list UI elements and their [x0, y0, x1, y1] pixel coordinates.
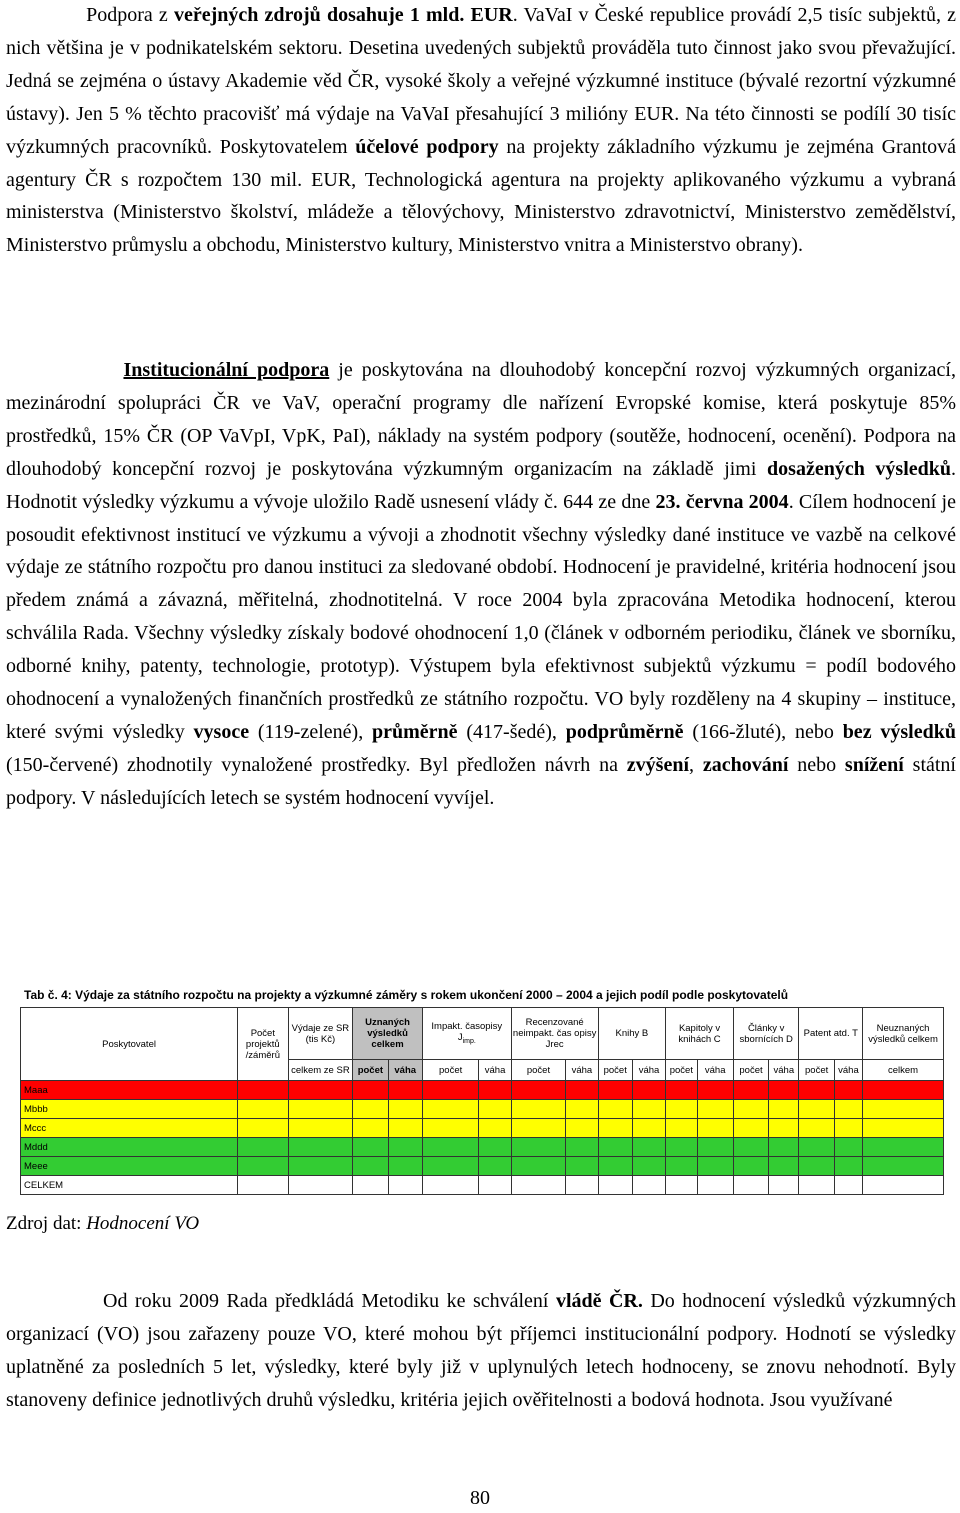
table-cell — [632, 1176, 665, 1195]
table-cell — [666, 1100, 697, 1119]
header-recognized-results: Uznaných výsledků celkem — [353, 1008, 423, 1060]
table-cell — [769, 1119, 799, 1138]
table-cell — [834, 1119, 862, 1138]
header-books: Knihy B — [598, 1008, 666, 1060]
table-cell — [479, 1100, 511, 1119]
table-cell — [769, 1100, 799, 1119]
subheader-weight: váha — [632, 1060, 665, 1081]
page-number: 80 — [470, 1487, 490, 1509]
table-cell — [834, 1138, 862, 1157]
subheader-weight: váha — [769, 1060, 799, 1081]
subheader-count: počet — [511, 1060, 566, 1081]
text-span: Podpora z — [86, 4, 174, 26]
table-cell — [353, 1176, 388, 1195]
table-cell — [632, 1119, 665, 1138]
table-cell — [238, 1100, 288, 1119]
header-proceedings: Články v sbornících D — [733, 1008, 799, 1060]
paragraph-methodology — [6, 1285, 956, 1417]
table-cell — [422, 1138, 479, 1157]
table-cell — [863, 1119, 944, 1138]
text-span: (119-zelené), — [249, 720, 373, 743]
text-span: , — [689, 753, 703, 776]
provider-name-cell: Maaa — [21, 1081, 238, 1100]
paragraph-public-funding — [6, 0, 956, 262]
table-cell — [598, 1157, 632, 1176]
table-cell — [769, 1138, 799, 1157]
table-cell — [388, 1138, 422, 1157]
table-cell — [479, 1176, 511, 1195]
table-row — [21, 1081, 944, 1100]
table-cell — [799, 1176, 834, 1195]
bold-text: dosažených výsledků — [767, 457, 952, 480]
text-span: . Cílem hodnocení je posoudit efektivnost institucí ve výzkumu a vývoji a zhodnotit všechny výsledky dané instituce ve vazbě na celkové výdaje ze státního rozpočtu pro danou instituci za sledované období. Hodnocení je pravidelné, kritéria hodnocení jsou předem známá a závazná, měřitelná, zhodnotitelná. V roce 2004 byla zpracována Metodika hodnocení, kterou schválila Rada. Všechny výsledky získaly bodové ohodnocení 1,0 (článek v odborném periodiku, článek ve sborníku, odborné knihy, patenty, technologie, prototyp). Výstupem byla efektivnost subjektů výzkumu = podíl bodového ohodnocení a vynaložených finančních prostředků ze státního rozpočtu. VO byly rozděleny na 4 skupiny – instituce, které svými výsledky — [6, 490, 956, 743]
bold-text: snížení — [844, 753, 904, 776]
table-cell — [511, 1157, 566, 1176]
table-cell — [511, 1176, 566, 1195]
table-cell — [834, 1157, 862, 1176]
bold-text: veřejných zdrojů dosahuje 1 mld. EUR — [173, 4, 513, 26]
table-cell — [388, 1081, 422, 1100]
table-cell — [799, 1119, 834, 1138]
table-cell — [632, 1081, 665, 1100]
provider-expenses-table — [20, 1007, 944, 1195]
subheader-count: počet — [422, 1060, 479, 1081]
table-cell — [288, 1100, 353, 1119]
table-cell — [598, 1081, 632, 1100]
table-cell — [288, 1081, 353, 1100]
table-cell — [666, 1119, 697, 1138]
text-span: . VaVaI v České republice provádí 2,5 tisíc subjektů, z nich většina je v podnikatelském sektoru. Desetina uvedených subjektů prováděla tuto činnost jako svou převažující. Jedná se zejména o ústavy Akademie věd ČR, vysoké školy a veřejné výzkumné instituce (bývalé rezortní výzkumné ústavy). Jen 5 % těchto pracovišť má výdaje na VaVaI přesahující 3 milióny EUR. Na této činnosti se podílí 30 tisíc výzkumných pracovníků. Poskytovatelem — [6, 4, 956, 158]
table-row — [21, 1100, 944, 1119]
header-count: Počet projektů /záměrů — [238, 1008, 288, 1081]
table-cell — [733, 1176, 768, 1195]
table-cell — [632, 1100, 665, 1119]
subheader-total-sr: celkem ze SR — [288, 1060, 353, 1081]
table-cell — [666, 1157, 697, 1176]
table-cell — [422, 1157, 479, 1176]
table-cell — [733, 1081, 768, 1100]
subheader-weight: váha — [479, 1060, 511, 1081]
subheader-weight: váha — [388, 1060, 422, 1081]
source-note — [6, 1213, 199, 1235]
bold-text: zvýšení — [626, 753, 689, 776]
table-cell — [288, 1157, 353, 1176]
bold-text: zachování — [702, 753, 789, 776]
table-cell — [566, 1157, 598, 1176]
table-cell — [288, 1176, 353, 1195]
table-cell — [566, 1100, 598, 1119]
text-span: Od roku 2009 Rada předkládá Metodiku ke schválení — [103, 1290, 556, 1312]
table-row — [21, 1157, 944, 1176]
header-impact-journals — [422, 1008, 511, 1060]
table-cell — [479, 1081, 511, 1100]
table-cell — [799, 1157, 834, 1176]
provider-name-cell: CELKEM — [21, 1176, 238, 1195]
text-span: (166-žluté), nebo — [683, 720, 843, 743]
table-cell — [769, 1157, 799, 1176]
text-span: nebo — [788, 753, 845, 776]
header-provider: Poskytovatel — [21, 1008, 238, 1081]
table-cell — [733, 1157, 768, 1176]
table-cell — [834, 1176, 862, 1195]
header-impact-sub: imp. — [462, 1037, 476, 1045]
table-cell — [697, 1176, 733, 1195]
table-cell — [697, 1138, 733, 1157]
table-cell — [566, 1081, 598, 1100]
table-cell — [799, 1100, 834, 1119]
table-cell — [697, 1119, 733, 1138]
table-cell — [666, 1081, 697, 1100]
table-cell — [353, 1100, 388, 1119]
provider-name-cell: Mccc — [21, 1119, 238, 1138]
table-cell — [566, 1176, 598, 1195]
table-caption: Tab č. 4: Výdaje za státního rozpočtu na projekty a výzkumné záměry s rokem ukončení 2000 – 2004 a jejich podíl podle poskytovatelů — [24, 988, 789, 1002]
table-cell — [863, 1138, 944, 1157]
header-impact-main: Impakt. časopisy J — [431, 1020, 503, 1043]
paragraph-institutional-support — [6, 354, 956, 815]
table-cell — [834, 1100, 862, 1119]
table-figure — [20, 988, 944, 1191]
table-cell — [388, 1176, 422, 1195]
provider-name-cell: Mddd — [21, 1138, 238, 1157]
table-cell — [479, 1157, 511, 1176]
table-cell — [733, 1100, 768, 1119]
table-cell — [238, 1157, 288, 1176]
text-span: (417-šedé), — [457, 720, 566, 743]
bold-text: účelové podpory — [355, 135, 499, 158]
subheader-weight: váha — [566, 1060, 598, 1081]
table-cell — [697, 1157, 733, 1176]
table-cell — [863, 1176, 944, 1195]
text-span: státní podpory. V následujících letech se systém hodnocení vyvíjel. — [6, 753, 956, 809]
table-cell — [238, 1081, 288, 1100]
table-cell — [353, 1119, 388, 1138]
subheader-count: počet — [799, 1060, 834, 1081]
bold-text — [123, 359, 329, 381]
subheader-count: počet — [733, 1060, 768, 1081]
bold-text: vysoce — [193, 720, 250, 743]
table-cell — [353, 1081, 388, 1100]
table-cell — [834, 1081, 862, 1100]
table-cell — [511, 1081, 566, 1100]
text-span: (150-červené) zhodnotily vynaložené prostředky. Byl předložen návrh na — [6, 753, 627, 776]
table-cell — [598, 1100, 632, 1119]
header-book-chapters: Kapitoly v knihách C — [666, 1008, 734, 1060]
table-cell — [288, 1138, 353, 1157]
table-row — [21, 1119, 944, 1138]
table-cell — [632, 1138, 665, 1157]
table-cell — [422, 1119, 479, 1138]
table-row — [21, 1176, 944, 1195]
subheader-weight: váha — [834, 1060, 862, 1081]
table-row — [21, 1138, 944, 1157]
table-cell — [598, 1119, 632, 1138]
table-cell — [353, 1138, 388, 1157]
header-reviewed-journals: Recenzované neimpakt. čas opisy Jrec — [511, 1008, 598, 1060]
provider-name-cell: Meee — [21, 1157, 238, 1176]
subheader-total: celkem — [863, 1060, 944, 1081]
provider-name-cell: Mbbb — [21, 1100, 238, 1119]
table-cell — [422, 1100, 479, 1119]
table-cell — [697, 1081, 733, 1100]
table-cell — [388, 1157, 422, 1176]
header-expenses: Výdaje ze SR (tis Kč) — [288, 1008, 353, 1060]
table-cell — [769, 1176, 799, 1195]
source-label: Zdroj dat: — [6, 1213, 87, 1234]
table-cell — [511, 1119, 566, 1138]
text-span: je poskytována na dlouhodobý koncepční rozvoj výzkumných organizací, mezinárodní spolupráci ČR ve VaV, operační programy dle nařízení Evropské komise, která poskytuje 85% prostředků, 15% ČR (OP VaVpI, VpK, PaI), náklady na systém podpory (soutěže, hodnocení, ocenění). Podpora na dlouhodobý koncepční rozvoj je poskytována výzkumným organizacím na základě jimi — [6, 359, 956, 480]
table-cell — [388, 1100, 422, 1119]
bold-text: bez výsledků — [842, 720, 956, 743]
table-cell — [863, 1157, 944, 1176]
bold-text: průměrně — [372, 720, 458, 743]
subheader-count: počet — [598, 1060, 632, 1081]
subheader-weight: váha — [697, 1060, 733, 1081]
table-cell — [238, 1176, 288, 1195]
table-cell — [598, 1176, 632, 1195]
table-cell — [799, 1138, 834, 1157]
subheader-count: počet — [353, 1060, 388, 1081]
subheader-count: počet — [666, 1060, 697, 1081]
table-cell — [769, 1081, 799, 1100]
table-cell — [388, 1119, 422, 1138]
table-cell — [422, 1081, 479, 1100]
bold-text: podprůměrně — [565, 720, 684, 743]
table-cell — [863, 1081, 944, 1100]
table-cell — [733, 1119, 768, 1138]
table-cell — [598, 1138, 632, 1157]
table-cell — [353, 1157, 388, 1176]
table-body — [21, 1081, 944, 1195]
text-span: Do hodnocení výsledků výzkumných organizací (VO) jsou zařazeny pouze VO, které mohou být příjemci institucionální podpory. Hodnotí se výsledky uplatněné za posledních 5 let, výsledky, které byly již v uplynulých letech hodnoceny, se znovu nehodnotí. Byly stanoveny definice jednotlivých druhů výsledku, kritéria jejich ověřitelnosti a bodová hodnota. Jsou využívané — [6, 1290, 956, 1411]
text-span: na projekty základního výzkumu je zejména Grantová agentury ČR s rozpočtem 130 mil. EUR, Technologická agentura na projekty aplikovaného výzkumu a vybraná ministerstva (Ministerstvo školství, mládeže a tělovýchovy, Ministerstvo zdravotnictví, Ministerstvo zemědělství, Ministerstvo průmyslu a obchodu, Ministerstvo kultury, Ministerstvo vnitra a Ministerstvo obrany). — [6, 135, 957, 257]
source-value: Hodnocení VO — [86, 1213, 200, 1234]
table-cell — [479, 1119, 511, 1138]
table-cell — [733, 1138, 768, 1157]
bold-text: vládě ČR. — [555, 1290, 643, 1312]
table-cell — [511, 1138, 566, 1157]
table-cell — [422, 1176, 479, 1195]
table-cell — [632, 1157, 665, 1176]
text-span: . Hodnotit výsledky výzkumu a vývoje uložilo Radě usnesení vlády č. 644 ze dne — [6, 457, 957, 513]
table-cell — [511, 1100, 566, 1119]
table-cell — [566, 1119, 598, 1138]
bold-text: 23. června 2004 — [655, 490, 789, 513]
table-cell — [288, 1119, 353, 1138]
underlined-text: Institucionální podpora — [123, 359, 330, 381]
header-unrecognized-results: Neuznaných výsledků celkem — [863, 1008, 944, 1060]
table-cell — [566, 1138, 598, 1157]
table-cell — [697, 1100, 733, 1119]
table-cell — [863, 1100, 944, 1119]
table-cell — [799, 1081, 834, 1100]
table-cell — [238, 1119, 288, 1138]
table-cell — [479, 1138, 511, 1157]
table-cell — [238, 1138, 288, 1157]
table-cell — [666, 1176, 697, 1195]
header-patents: Patent atd. T — [799, 1008, 863, 1060]
table-cell — [666, 1138, 697, 1157]
